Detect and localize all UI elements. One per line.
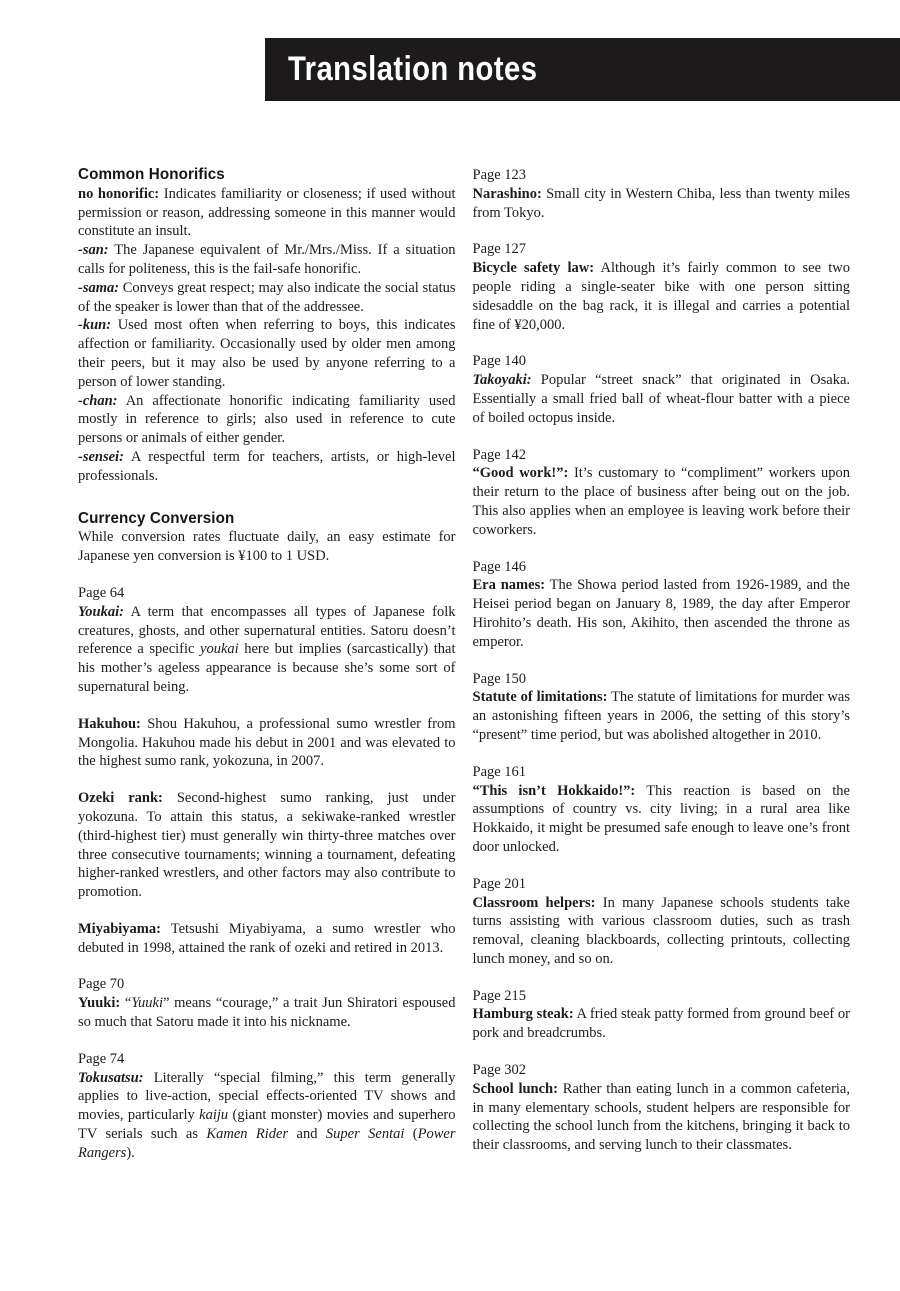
note-text: Literally “special filming,” this term generally applies to live-action, special effects-oriented TV shows and movies, particularly [78, 1069, 456, 1124]
note-term: Yuuki: [78, 995, 121, 1012]
note-text: Shou Hakuhou, a professional sumo wrestler from Mongolia. Hakuhou made his debut in 2001 and was elevated to the highest sumo rank, yokozuna, in 2007. [78, 715, 456, 770]
note-term: no honorific: [78, 185, 160, 202]
note-entry [78, 279, 456, 317]
note-text: Conveys great respect; may also indicate the social status of the speaker is lower than that of the addressee. [78, 279, 456, 315]
note-term: Takoyaki: [472, 372, 532, 389]
note-text: In many Japanese schools students take turns assisting with various classroom duties, such as trash removal, cleaning blackboards, collecting printouts, collecting lunch money, and so on. [472, 894, 850, 967]
note-entry [473, 1005, 851, 1043]
note-entry [78, 316, 456, 391]
page-banner [265, 38, 900, 101]
note-term: Statute of limitations: [472, 689, 608, 706]
note-text: Popular “street snack” that originated in Osaka. Essentially a small fried ball of wheat-flour batter with a piece of boiled octopus inside. [472, 372, 851, 426]
note-term: Ozeki rank: [78, 790, 163, 807]
note-entry [473, 259, 851, 334]
left-column [78, 166, 456, 1163]
note-term: School lunch: [472, 1080, 558, 1097]
note-entry [78, 185, 456, 241]
note-text: Super Sentai [325, 1126, 405, 1143]
note-text: Although it’s fairly common to see two people riding a single-seater bike with one person sitting sidesaddle on the bag rack, it is illegal and carries a potential fine of ¥20,000. [472, 260, 850, 333]
note-term: Era names: [472, 577, 546, 594]
note-entry [78, 528, 456, 566]
note-text: Used most often when referring to boys, this indicates affection or familiarity. Occasionally used by older men among their peers, but it may also be used by anyone referring to a person of lower standing. [78, 317, 456, 390]
note-text: “ [124, 995, 132, 1012]
note-block [473, 558, 851, 652]
note-entry [78, 994, 456, 1032]
note-text: Power Rangers [78, 1126, 456, 1161]
note-entry [78, 789, 456, 902]
section-heading: Currency Conversion [78, 509, 235, 527]
note-term: -kun: [78, 317, 112, 334]
note-text: Tetsushi Miyabiyama, a sumo wrestler who debuted in 1998, attained the rank of ozeki and retired in 2013. [78, 920, 456, 956]
note-block [78, 584, 456, 697]
note-text: This reaction is based on the assumptions of country vs. city living; in a rural area like Hokkaido, it might be presumed safe enough to leave one’s front door unlocked. [472, 782, 850, 855]
note-block [473, 240, 851, 334]
note-entry [78, 603, 456, 697]
note-block [473, 352, 851, 427]
page-ref: Page 215 [472, 987, 527, 1004]
page-ref: Page 142 [472, 446, 527, 463]
page-ref: Page 123 [472, 167, 527, 183]
note-block [473, 1061, 851, 1155]
page-ref: Page 150 [472, 670, 527, 687]
note-block [473, 987, 851, 1043]
note-entry [78, 1069, 456, 1163]
note-term: Narashino: [472, 185, 542, 202]
note-block [78, 975, 456, 1031]
note-term: -chan: [78, 392, 118, 409]
note-text: ( [404, 1126, 418, 1143]
note-block [78, 789, 456, 902]
note-text: youkai [200, 641, 239, 658]
note-term: Classroom helpers: [472, 894, 596, 911]
note-text: Yuuki [131, 995, 164, 1012]
note-text: Second-highest sumo ranking, just under yokozuna. To attain this status, a sekiwake-ranked wrestler (third-highest tier) must generally win thirty-three matches over three consecutive tournaments; winning a tournament, defeating higher-ranked wrestlers, and other factors may also contribute to promotion. [78, 790, 456, 901]
right-column [473, 166, 851, 1163]
note-term: -san: [78, 242, 109, 259]
note-term: -sensei: [78, 448, 124, 465]
note-text: here but implies (sarcastically) that his mother’s ageless appearance is because she’s some sort of supernatural being. [78, 641, 456, 695]
note-text: A term that encompasses all types of Japanese folk creatures, ghosts, and other supernatural entities. Satoru doesn’t reference a specific [78, 603, 456, 658]
page-ref: Page 64 [78, 584, 125, 601]
note-text: The Showa period lasted from 1926-1989, and the Heisei period began on January 8, 1989, the day after Emperor Hirohito’s death. His son, Akihito, then ascended the throne as emperor. [472, 577, 850, 650]
note-text: Small city in Western Chiba, less than twenty miles from Tokyo. [472, 185, 850, 221]
note-text: Rather than eating lunch in a common cafeteria, in many elementary schools, student helpers are responsible for collecting the school lunch from the kitchens, bringing it back to their classrooms, and serving lunch to their classmates. [472, 1080, 850, 1154]
note-term: Youkai: [78, 603, 124, 620]
note-entry [473, 371, 851, 427]
note-block [78, 1050, 456, 1163]
note-block [473, 166, 851, 222]
note-term: Hakuhou: [78, 715, 141, 732]
note-text: The Japanese equivalent of Mr./Mrs./Miss. If a situation calls for politeness, this is the fail-safe honorific. [78, 242, 456, 277]
page-ref: Page 74 [78, 1050, 125, 1067]
note-block [78, 715, 456, 771]
note-term: Miyabiyama: [78, 920, 161, 937]
page-ref: Page 201 [472, 875, 527, 892]
note-term: “This isn’t Hokkaido!”: [472, 782, 636, 799]
note-block [473, 446, 851, 540]
note-term: Tokusatsu: [78, 1069, 144, 1086]
note-block [78, 166, 456, 486]
note-term: -sama: [78, 279, 120, 296]
page-title: Translation notes [288, 50, 538, 88]
note-entry [78, 920, 456, 958]
note-entry [78, 241, 456, 279]
note-text: and [288, 1126, 326, 1143]
note-text: kaiju [199, 1107, 229, 1124]
note-text: Kamen Rider [206, 1126, 289, 1143]
note-entry [473, 782, 851, 857]
page-ref: Page 146 [472, 558, 527, 575]
page-ref: Page 127 [472, 241, 527, 258]
note-block [473, 875, 851, 969]
section-heading: Common Honorifics [78, 166, 225, 183]
note-text: A respectful term for teachers, artists, or high-level professionals. [78, 448, 456, 484]
note-text: An affectionate honorific indicating familiarity used mostly in reference to girls; also used in reference to cute persons or animals of either gender. [78, 392, 456, 447]
note-entry [473, 576, 851, 651]
note-entry [78, 392, 456, 448]
page-ref: Page 140 [472, 353, 527, 370]
note-entry [473, 464, 851, 539]
note-block [78, 920, 456, 958]
note-text: It’s customary to “compliment” workers upon their return to the place of business after being out on the job. This also applies when an employee is leaving work before their coworkers. [472, 465, 850, 538]
note-text: (giant monster) movies and superhero TV serials such as [78, 1107, 456, 1143]
note-term: Hamburg steak: [472, 1006, 574, 1023]
note-text: The statute of limitations for murder was an astonishing fifteen years in 2006, the setting of this story’s “present” time period, but was abolished altogether in 2010. [472, 689, 850, 743]
note-block [473, 670, 851, 745]
note-text: Indicates familiarity or closeness; if used without permission or reason, addressing someone in this manner would constitute an insult. [78, 185, 456, 240]
note-text: While conversion rates fluctuate daily, an easy estimate for Japanese yen conversion is ¥100 to 1 USD. [78, 529, 456, 565]
note-entry [473, 185, 851, 223]
page-ref: Page 70 [78, 976, 125, 993]
note-block [78, 510, 456, 566]
note-text: ). [126, 1144, 135, 1161]
note-term: “Good work!”: [472, 465, 569, 482]
page-ref: Page 302 [472, 1062, 527, 1079]
translation-notes-content [78, 166, 850, 1163]
note-entry [473, 688, 851, 744]
note-term: Bicycle safety law: [472, 260, 595, 277]
page-ref: Page 161 [472, 763, 527, 780]
note-text: ” means “courage,” a trait Jun Shiratori espoused so much that Satoru made it into his nickname. [78, 995, 456, 1031]
note-text: A fried steak patty formed from ground beef or pork and breadcrumbs. [472, 1006, 850, 1042]
note-entry [473, 894, 851, 969]
note-entry [78, 715, 456, 771]
note-block [473, 763, 851, 857]
note-entry [78, 448, 456, 486]
note-entry [473, 1080, 851, 1155]
